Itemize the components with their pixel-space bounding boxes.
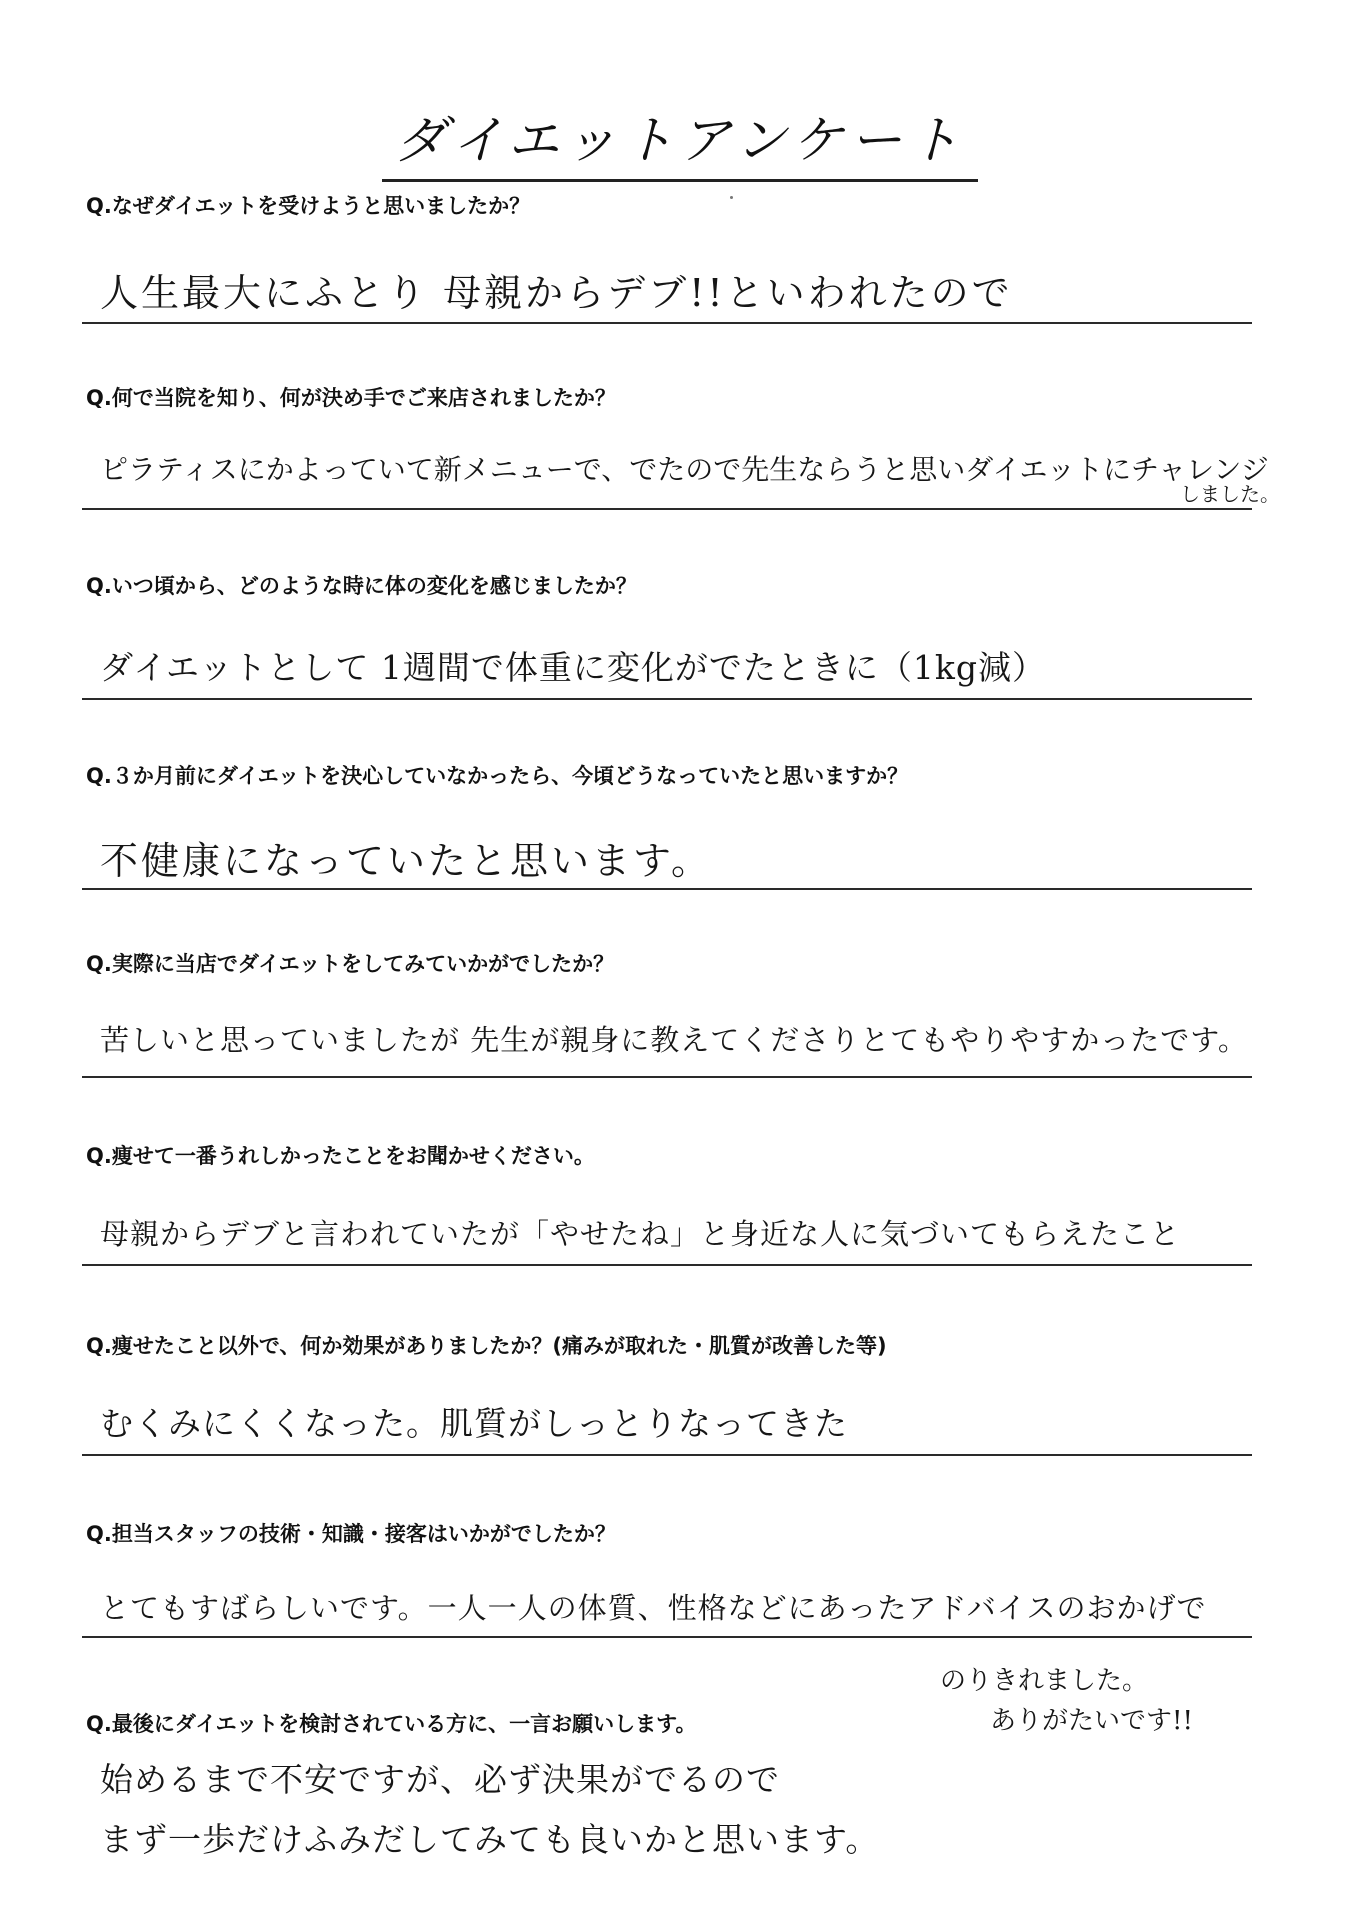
- question-4: Q.３か月前にダイエットを決心していなかったら、今頃どうなっていたと思いますか？: [86, 764, 909, 788]
- answer-line-8: [82, 1636, 1252, 1638]
- page-title: ダイエットアンケート: [382, 98, 977, 182]
- answer-line-3: [82, 698, 1252, 700]
- question-3: Q.いつ頃から、どのような時に体の変化を感じましたか？: [86, 574, 637, 598]
- answer-7: むくみにくくなった。肌質がしっとりなってきた: [100, 1404, 848, 1443]
- answer-line-6: [82, 1264, 1252, 1266]
- answer-6: 母親からデブと言われていたが「やせたね」と身近な人に気づいてもらえたこと: [100, 1217, 1181, 1251]
- answer-8-note: のりきれました。: [940, 1666, 1149, 1696]
- speck: [730, 196, 733, 199]
- answer-9-line-1: 始めるまで不安ですが、必ず決果がでるので: [100, 1760, 780, 1799]
- answer-2-note: しました。: [1180, 482, 1280, 506]
- question-7: Q.痩せたこと以外で、何か効果がありましたか？(痛みが取れた・肌質が改善した等): [86, 1334, 887, 1358]
- question-2: Q.何で当院を知り、何が決め手でご来店されましたか？: [86, 386, 616, 410]
- question-9: Q.最後にダイエットを検討されている方に、一言お願いします。: [86, 1712, 697, 1736]
- answer-1: 人生最大にふとり 母親からデブ!!といわれたので: [100, 271, 1013, 315]
- answer-8: とてもすばらしいです。一人一人の体質、性格などにあったアドバイスのおかげで: [100, 1591, 1207, 1625]
- question-1: Q.なぜダイエットを受けようと思いましたか？: [86, 194, 531, 218]
- title-block: [0, 98, 1360, 182]
- answer-line-7: [82, 1454, 1252, 1456]
- answer-3: ダイエットとして 1週間で体重に変化がでたときに（1kg減）: [100, 648, 1046, 687]
- answer-2: ピラティスにかよっていて新メニューで、でたので先生ならうと思いダイエットにチャレンジ: [100, 453, 1269, 486]
- answer-5: 苦しいと思っていましたが 先生が親身に教えてくださりとてもやりやすかったです。: [100, 1023, 1248, 1057]
- answer-line-2: [82, 508, 1252, 510]
- question-8: Q.担当スタッフの技術・知識・接客はいかがでしたか？: [86, 1522, 616, 1546]
- answer-line-4: [82, 888, 1252, 890]
- answer-line-5: [82, 1076, 1252, 1078]
- answer-4: 不健康になっていたと思います。: [100, 839, 712, 883]
- answer-8-note-2: ありがたいです!!: [990, 1706, 1193, 1736]
- question-6: Q.痩せて一番うれしかったことをお聞かせください。: [86, 1144, 595, 1168]
- answer-line-1: [82, 322, 1252, 324]
- question-5: Q.実際に当店でダイエットをしてみていかがでしたか？: [86, 952, 615, 976]
- answer-9-line-2: まず一歩だけふみだしてみても良いかと思います。: [100, 1820, 880, 1859]
